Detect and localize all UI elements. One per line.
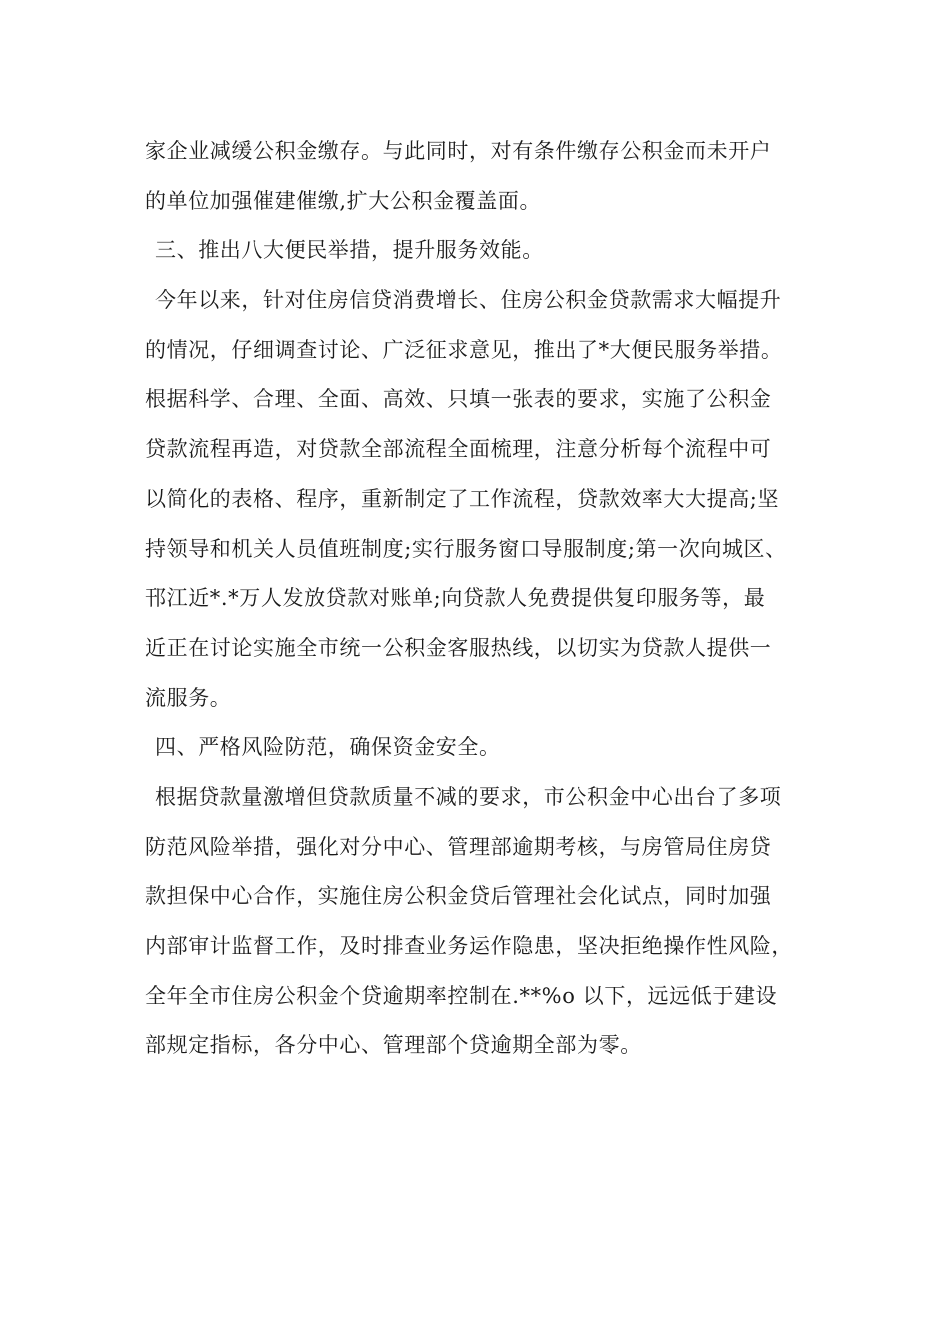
document-body: [145, 127, 810, 1071]
text-line: 根据贷款量激增但贷款质量不减的要求，市公积金中心出台了多项: [155, 784, 782, 809]
text-line: 全年全市住房公积金个贷逾期率控制在.**%o 以下，远远低于建设: [145, 983, 778, 1008]
section-heading-4: 四、严格风险防范，确保资金安全。: [155, 735, 501, 760]
text-line: 近正在讨论实施全市统一公积金客服热线，以切实为贷款人提供一: [145, 635, 772, 660]
section-heading-3: 三、推出八大便民举措，提升服务效能。: [155, 238, 544, 263]
text-line: 以简化的表格、程序，重新制定了工作流程，贷款效率大大提高;坚: [145, 486, 780, 511]
text-line: 防范风险举措，强化对分中心、管理部逾期考核，与房管局住房贷: [145, 834, 772, 859]
text-line: 今年以来，针对住房信贷消费增长、住房公积金贷款需求大幅提升: [155, 288, 782, 313]
text-line: 的情况，仔细调查讨论、广泛征求意见，推出了*大便民服务举措。: [145, 337, 783, 362]
text-line: 部规定指标，各分中心、管理部个贷逾期全部为零。: [145, 1033, 642, 1058]
text-line: 贷款流程再造，对贷款全部流程全面梳理，注意分析每个流程中可: [145, 437, 772, 462]
text-line: 邗江近*.*万人发放贷款对账单;向贷款人免费提供复印服务等，最: [145, 586, 766, 611]
text-line: 流服务。: [145, 685, 232, 710]
text-line: 的单位加强催建催缴,扩大公积金覆盖面。: [145, 188, 542, 213]
text-line: 内部审计监督工作，及时排查业务运作隐患，坚决拒绝操作性风险，: [145, 934, 793, 958]
text-line: 家企业减缓公积金缴存。与此同时，对有条件缴存公积金而未开户: [145, 139, 772, 163]
text-line: 款担保中心合作，实施住房公积金贷后管理社会化试点，同时加强: [145, 884, 772, 909]
text-line: 持领导和机关人员值班制度;实行服务窗口导服制度;第一次向城区、: [145, 536, 787, 561]
text-line: 根据科学、合理、全面、高效、只填一张表的要求，实施了公积金: [145, 387, 772, 412]
